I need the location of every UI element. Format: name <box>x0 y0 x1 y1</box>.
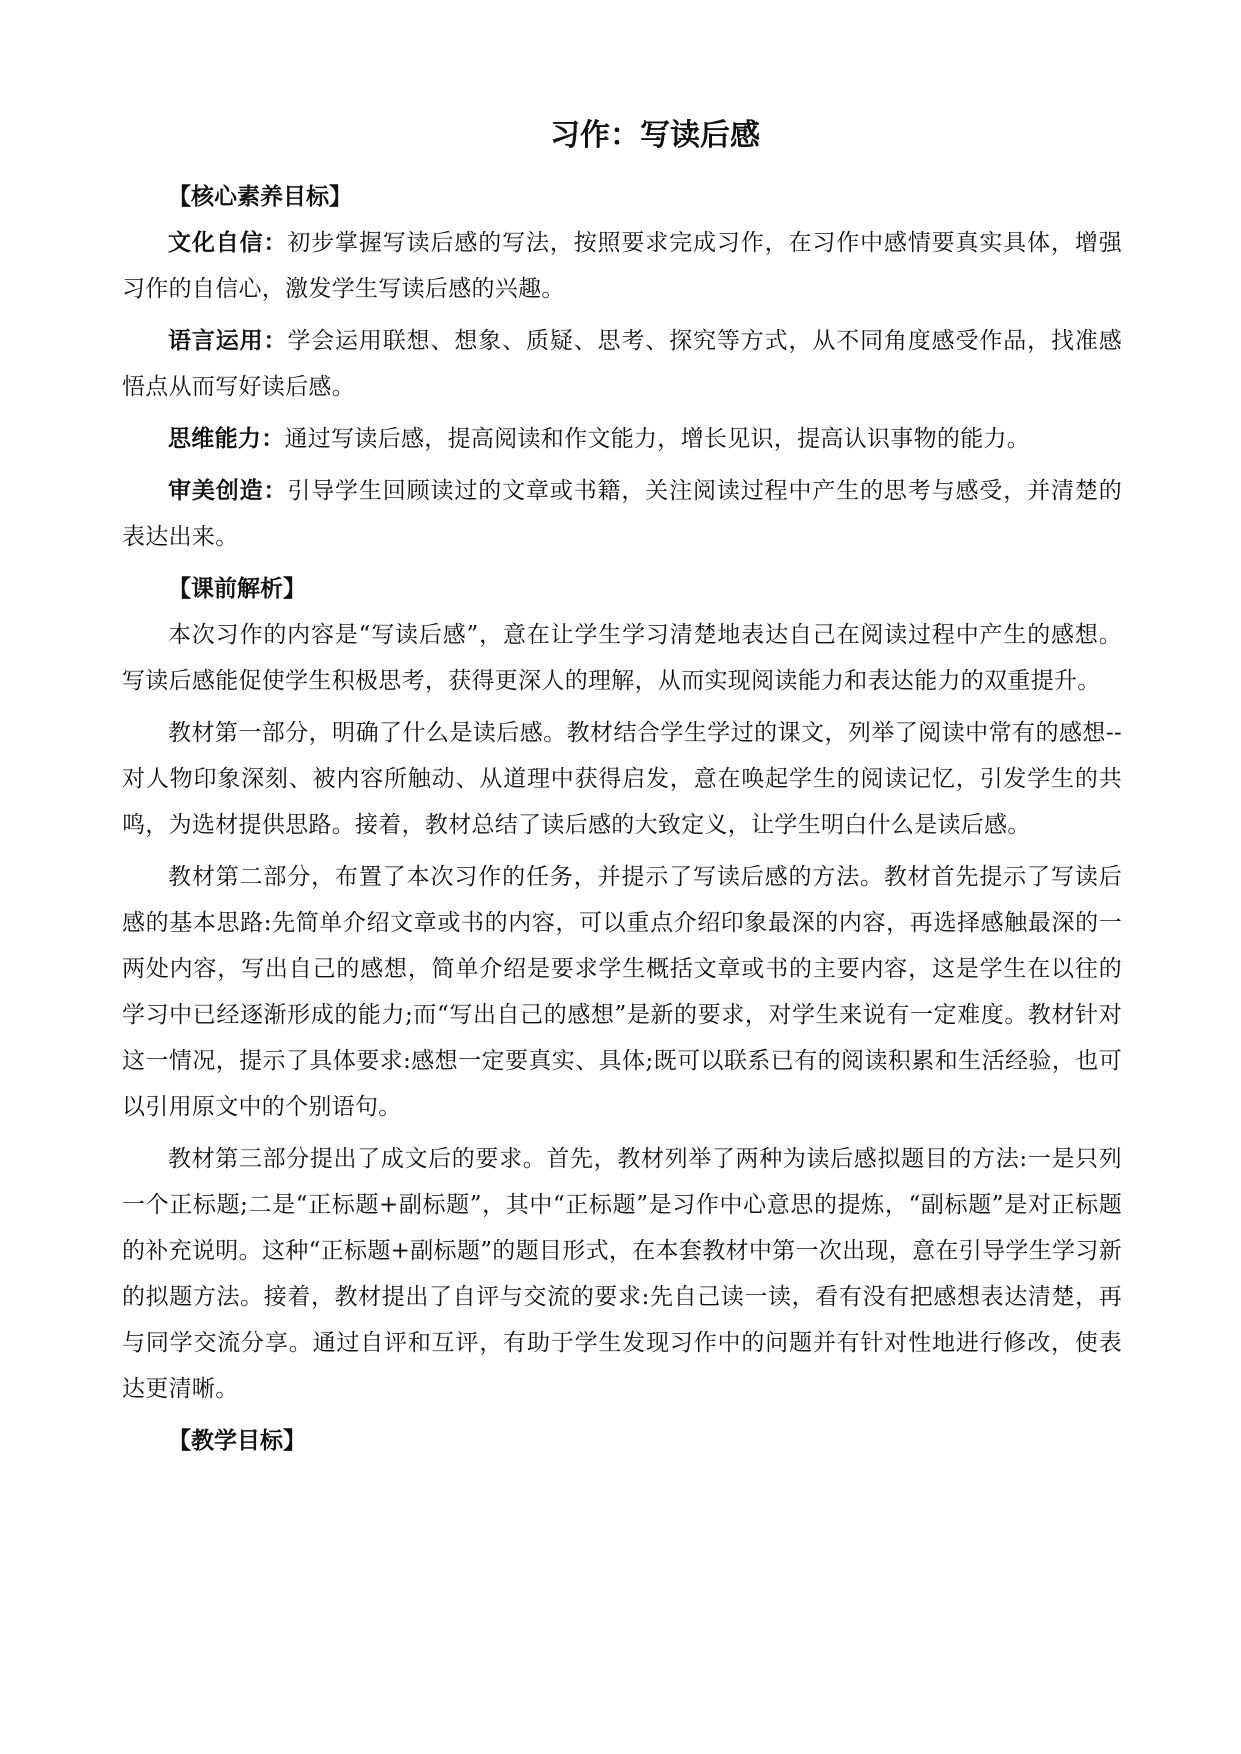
page-title: 习作：写读后感 <box>550 118 760 153</box>
goal-thinking <box>122 416 1122 462</box>
document-body <box>122 174 1122 1464</box>
goal-culture <box>122 220 1122 312</box>
section-heading-pre-class: 【课前解析】 <box>168 576 306 602</box>
paragraph: 教材第三部分提出了成文后的要求。首先，教材列举了两种为读后感拟题目的方法:一是只列一个正标题;二是“正标题+副标题”，其中“正标题”是习作中心意思的提炼，“副标题”是对正标题的补充说明。这种“正标题+副标题”的题目形式，在本套教材中第一次出现，意在引导学生学习新的拟题方法。接着，教材提出了自评与交流的要求:先自己读一读，看有没有把感想表达清楚，再与同学交流分享。通过自评和互评，有助于学生发现习作中的问题并有针对性地进行修改，使表达更清晰。 <box>122 1146 1122 1402</box>
goal-text: 通过写读后感，提高阅读和作文能力，增长见识，提高认识事物的能力。 <box>284 426 1031 452</box>
section-heading-teaching-goals: 【教学目标】 <box>168 1428 306 1454</box>
goal-text: 初步掌握写读后感的写法，按照要求完成习作，在习作中感情要真实具体，增强习作的自信心，激发学生写读后感的兴趣。 <box>122 230 1123 302</box>
paragraph: 教材第二部分，布置了本次习作的任务，并提示了写读后感的方法。教材首先提示了写读后感的基本思路:先简单介绍文章或书的内容，可以重点介绍印象最深的内容，再选择感触最深的一两处内容，写出自己的感想，简单介绍是要求学生概括文章或书的主要内容，这是学生在以往的学习中已经逐渐形成的能力;而“写出自己的感想”是新的要求，对学生来说有一定难度。教材针对这一情况，提示了具体要求:感想一定要真实、具体;既可以联系已有的阅读积累和生活经验，也可以引用原文中的个别语句。 <box>122 864 1122 1120</box>
paragraph: 本次习作的内容是“写读后感”，意在让学生学习清楚地表达自己在阅读过程中产生的感想。写读后感能促使学生积极思考，获得更深人的理解，从而实现阅读能力和表达能力的双重提升。 <box>122 622 1122 694</box>
goal-text: 学会运用联想、想象、质疑、思考、探究等方式，从不同角度感受作品，找准感悟点从而写好读后感。 <box>122 328 1123 400</box>
paragraph: 教材第一部分，明确了什么是读后感。教材结合学生学过的课文，列举了阅读中常有的感想--对人物印象深刻、被内容所触动、从道理中获得启发，意在唤起学生的阅读记忆，引发学生的共鸣，为选材提供思路。接着，教材总结了读后感的大致定义，让学生明白什么是读后感。 <box>122 720 1122 838</box>
goal-label: 思维能力： <box>168 426 285 452</box>
goal-language <box>122 318 1122 410</box>
goal-label: 审美创造： <box>168 478 288 504</box>
goal-aesthetic <box>122 468 1122 560</box>
goal-text: 引导学生回顾读过的文章或书籍，关注阅读过程中产生的思考与感受，并清楚的表达出来。 <box>122 478 1123 550</box>
goal-label: 语言运用： <box>168 328 288 354</box>
goal-label: 文化自信： <box>168 230 288 256</box>
section-heading-core-goals: 【核心素养目标】 <box>168 184 352 210</box>
